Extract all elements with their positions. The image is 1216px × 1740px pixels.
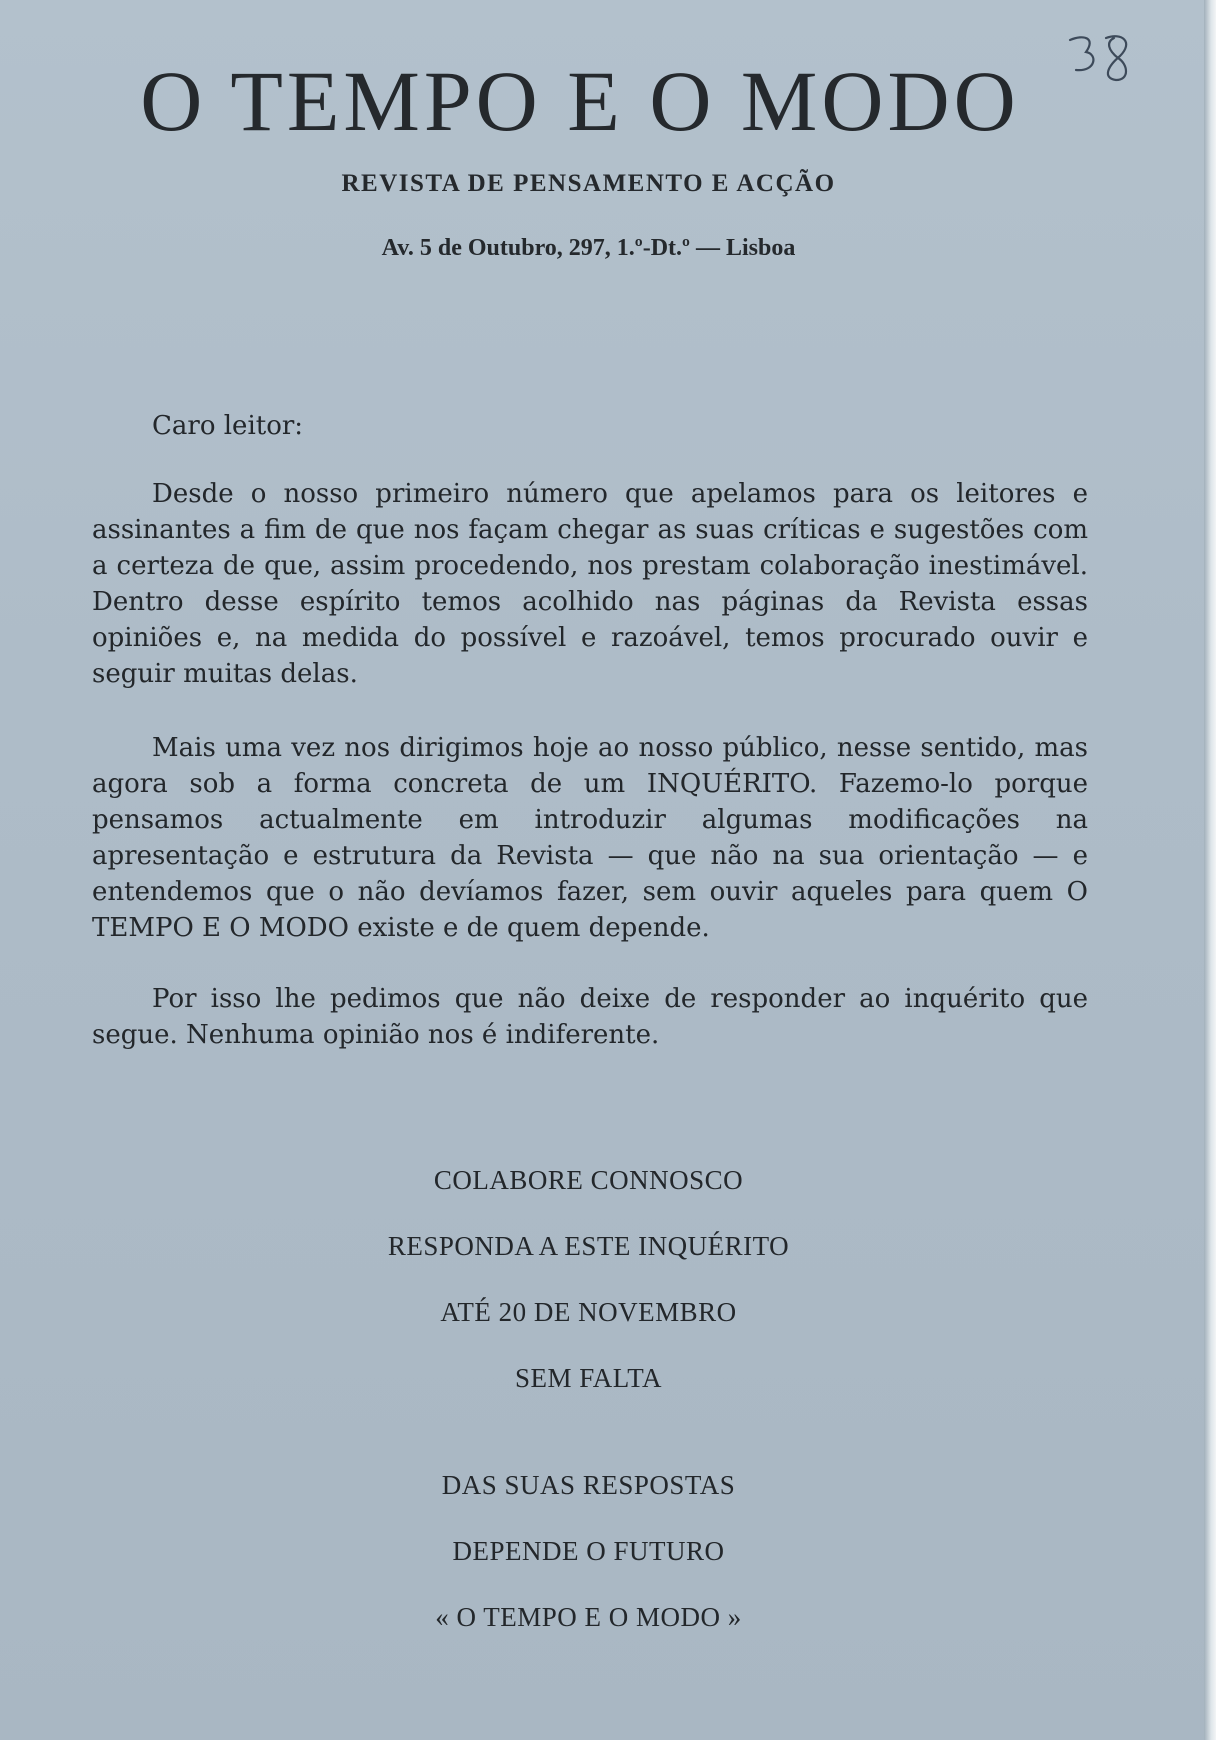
letter-salutation: Caro leitor:: [152, 411, 304, 441]
masthead-title: O TEMPO E O MODO: [140, 53, 1020, 149]
handwritten-page-number: [1062, 30, 1142, 110]
letter-paragraph-3: Por isso lhe pedimos que não deixe de responder ao inquérito que segue. Nenhuma opinião nos é indiferente.: [92, 984, 1088, 1050]
letter-paragraph-2: Mais uma vez nos dirigimos hoje ao nosso público, nesse sentido, mas agora sob a forma concreta de um INQUÉRITO. Fazemo-lo porque pensamos actualmente em introduzir algumas modificações na apresentação e estrutura da Revista — que não na sua orientação — e entendemos que o não devíamos fazer, sem ouvir aqueles para quem O TEMPO E O MODO existe e de quem depende.: [92, 733, 1088, 943]
appeal-line: COLABORE CONNOSCO: [433, 1165, 744, 1195]
closing-line: « O TEMPO E O MODO »: [435, 1602, 742, 1632]
appeal-line: SEM FALTA: [514, 1363, 663, 1393]
appeal-block: [0, 1160, 1177, 1424]
appeal-line: RESPONDA A ESTE INQUÉRITO: [387, 1231, 790, 1261]
closing-line: DAS SUAS RESPOSTAS: [441, 1470, 736, 1500]
letter-paragraph-1: Desde o nosso primeiro número que apelamos para os leitores e assinantes a fim de que nos façam chegar as suas críticas e sugestões com a certeza de que, assim procedendo, nos prestam colaboração inestimável. Dentro desse espírito temos acolhido nas páginas da Revista essas opiniões e, na medida do possível e razoável, temos procurado ouvir e seguir muitas delas.: [92, 479, 1088, 689]
closing-block: [0, 1465, 1177, 1663]
closing-line: DEPENDE O FUTURO: [452, 1536, 725, 1566]
paper-edge: [1204, 0, 1216, 1740]
masthead-address: Av. 5 de Outubro, 297, 1.º-Dt.º — Lisboa: [381, 235, 796, 261]
masthead-subtitle: REVISTA DE PENSAMENTO E ACÇÃO: [341, 170, 836, 197]
appeal-line: ATÉ 20 DE NOVEMBRO: [440, 1297, 737, 1327]
